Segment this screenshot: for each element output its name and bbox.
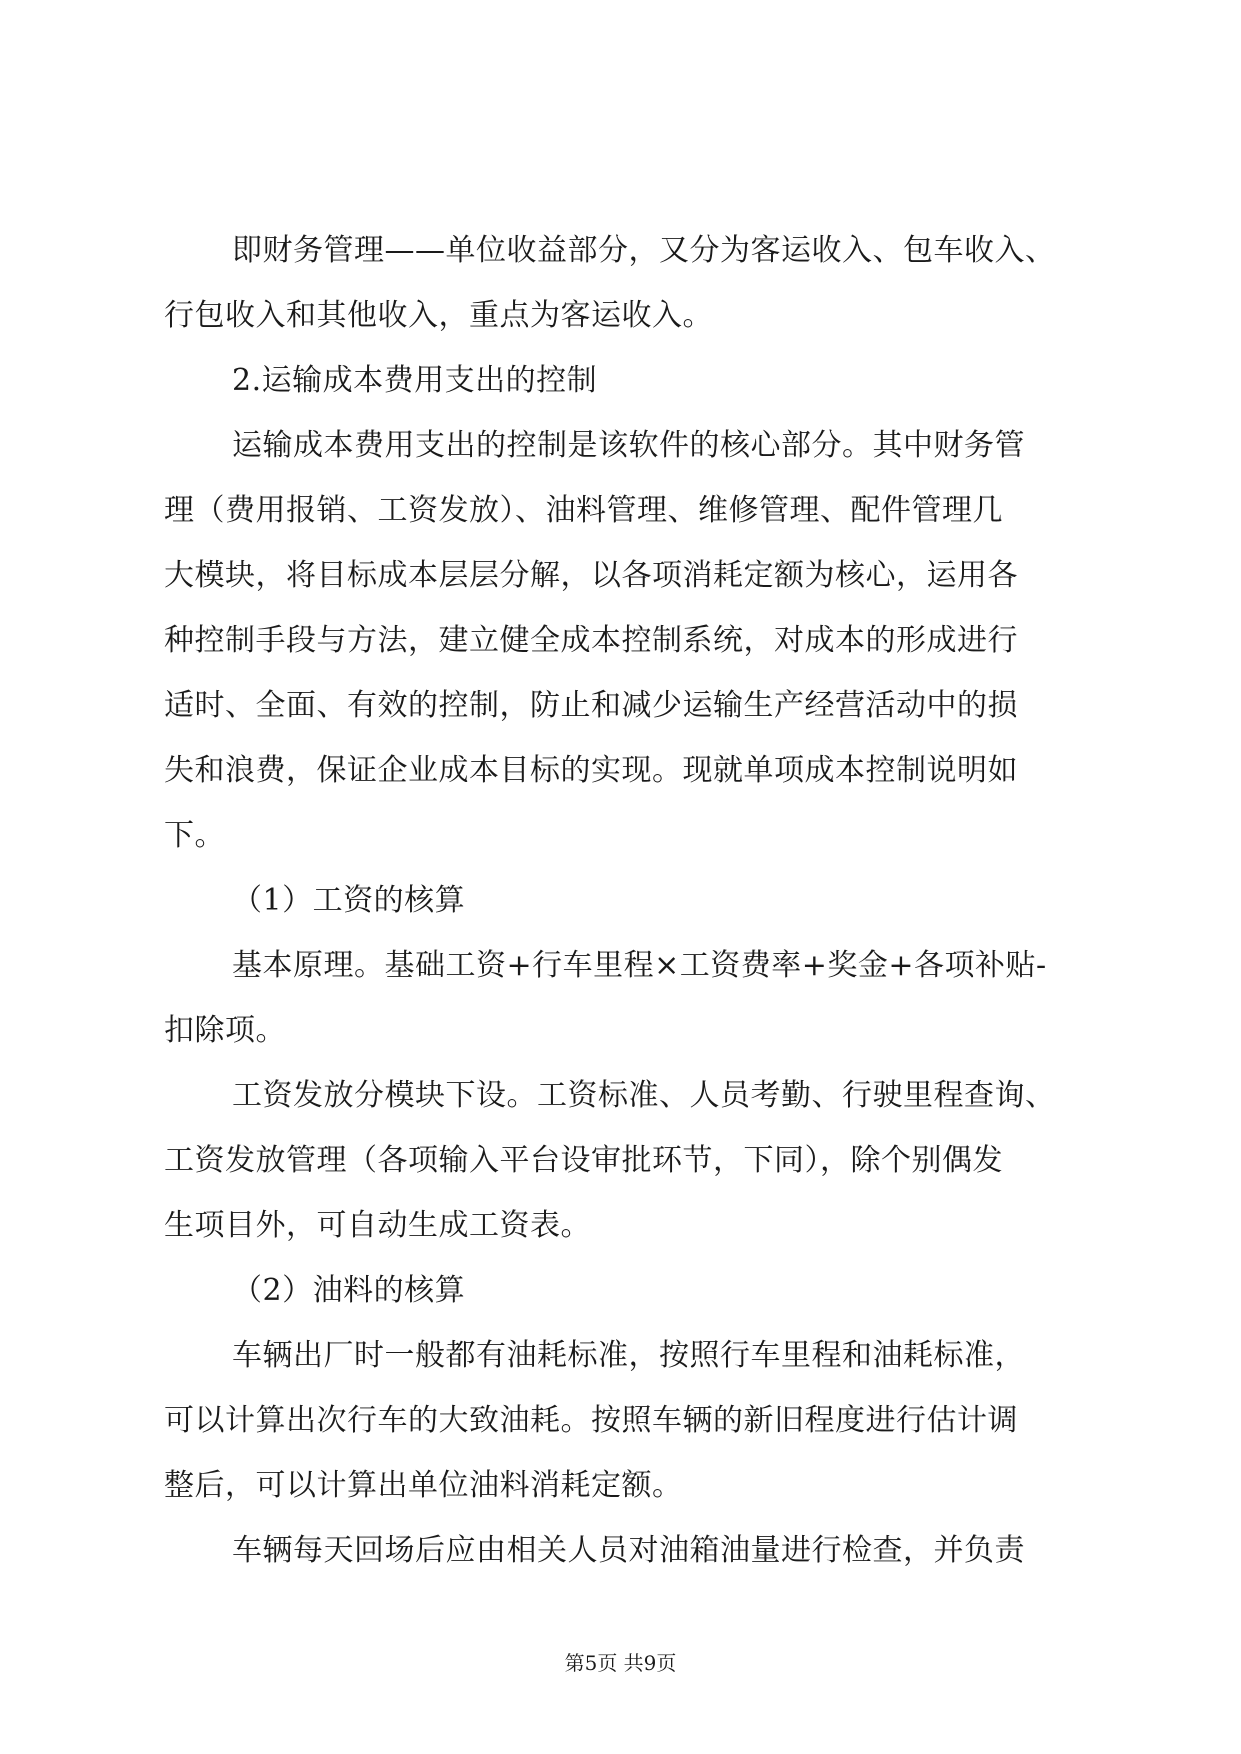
text-line: 失和浪费，保证企业成本目标的实现。现就单项成本控制说明如 <box>164 753 1018 788</box>
text-line: 即财务管理——单位收益部分，又分为客运收入、包车收入、 <box>232 233 1056 268</box>
text-line: 理（费用报销、工资发放）、油料管理、维修管理、配件管理几 <box>164 493 1003 528</box>
page-footer: 第5页 共9页 <box>564 1651 677 1675</box>
text-line: 车辆每天回场后应由相关人员对油箱油量进行检查，并负责 <box>232 1533 1025 1568</box>
text-line: 种控制手段与方法，建立健全成本控制系统，对成本的形成进行 <box>164 623 1018 658</box>
text-line: 运输成本费用支出的控制是该软件的核心部分。其中财务管 <box>232 428 1025 463</box>
text-line: 车辆出厂时一般都有油耗标准，按照行车里程和油耗标准， <box>232 1338 1025 1373</box>
text-line: 生项目外，可自动生成工资表。 <box>164 1208 591 1243</box>
text-line: 整后，可以计算出单位油料消耗定额。 <box>164 1468 683 1503</box>
text-line: 大模块，将目标成本层层分解，以各项消耗定额为核心，运用各 <box>164 558 1018 593</box>
text-line: 适时、全面、有效的控制，防止和减少运输生产经营活动中的损 <box>164 688 1018 723</box>
text-line: 行包收入和其他收入，重点为客运收入。 <box>164 298 713 333</box>
text-line: 工资发放分模块下设。工资标准、人员考勤、行驶里程查询、 <box>232 1078 1056 1113</box>
subsection-heading: （2）油料的核算 <box>232 1273 466 1308</box>
subsection-heading: （1）工资的核算 <box>232 883 466 918</box>
text-line: 可以计算出次行车的大致油耗。按照车辆的新旧程度进行估计调 <box>164 1403 1018 1438</box>
text-line: 基本原理。基础工资+行车里程×工资费率+奖金+各项补贴- <box>232 948 1047 983</box>
section-heading: 2.运输成本费用支出的控制 <box>232 363 598 398</box>
text-line: 下。 <box>164 818 225 853</box>
text-line: 扣除项。 <box>164 1013 286 1048</box>
text-line: 工资发放管理（各项输入平台设审批环节，下同），除个别偶发 <box>164 1143 1003 1178</box>
